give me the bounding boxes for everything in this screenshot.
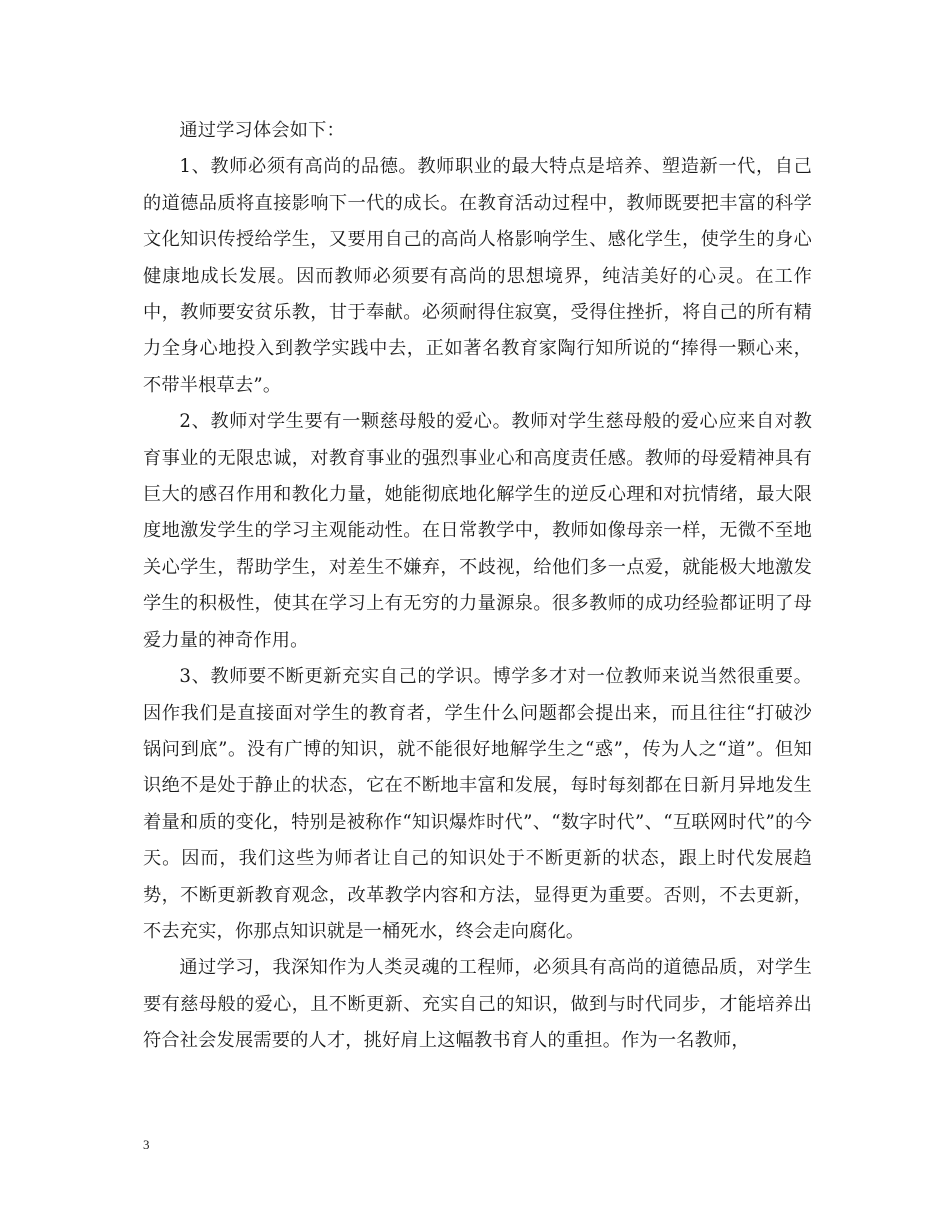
point-1-paragraph: 1、教师必须有高尚的品德。教师职业的最大特点是培养、塑造新一代，自己的道德品质将直接影响下一代的成长。在教育活动过程中，教师既要把丰富的科学文化知识传授给学生，又要用自己的高尚人格影响学生、感化学生，使学生的身心健康地成长发展。因而教师必须要有高尚的思想境界，纯洁美好的心灵。在工作中，教师要安贫乐教，甘于奉献。必须耐得住寂寞，受得住挫折，将自己的所有精力全身心地投入到教学实践中去，正如著名教育家陶行知所说的“捧得一颗心来，不带半根草去”。 bbox=[143, 156, 812, 396]
conclusion-paragraph: 通过学习，我深知作为人类灵魂的工程师，必须具有高尚的道德品质，对学生要有慈母般的爱心，且不断更新、充实自己的知识，做到与时代同步，才能培养出符合社会发展需要的人才，挑好肩上这幅教书育人的重担。作为一名教师， bbox=[143, 957, 812, 1052]
intro-paragraph: 通过学习体会如下： bbox=[179, 120, 345, 141]
page-number: 3 bbox=[143, 1137, 150, 1152]
point-3-paragraph: 3、教师要不断更新充实自己的学识。博学多才对一位教师来说当然很重要。因作我们是直接面对学生的教育者，学生什么问题都会提出来，而且往往“打破沙锅问到底”。没有广博的知识，就不能很好地解学生之“惑”，传为人之“道”。但知识绝不是处于静止的状态，它在不断地丰富和发展，每时每刻都在日新月异地发生着量和质的变化，特别是被称作“知识爆炸时代”、“数字时代”、“互联网时代”的今天。因而，我们这些为师者让自己的知识处于不断更新的状态，跟上时代发展趋势，不断更新教育观念，改革教学内容和方法，显得更为重要。否则，不去更新，不去充实，你那点知识就是一桶死水，终会走向腐化。 bbox=[143, 666, 812, 942]
document-body bbox=[143, 113, 812, 1060]
point-2-paragraph: 2、教师对学生要有一颗慈母般的爱心。教师对学生慈母般的爱心应来自对教育事业的无限忠诚，对教育事业的强烈事业心和高度责任感。教师的母爱精神具有巨大的感召作用和教化力量，她能彻底地化解学生的逆反心理和对抗情绪，最大限度地激发学生的学习主观能动性。在日常教学中，教师如像母亲一样，无微不至地关心学生，帮助学生，对差生不嫌弃，不歧视，给他们多一点爱，就能极大地激发学生的积极性，使其在学习上有无穷的力量源泉。很多教师的成功经验都证明了母爱力量的神奇作用。 bbox=[143, 411, 812, 651]
